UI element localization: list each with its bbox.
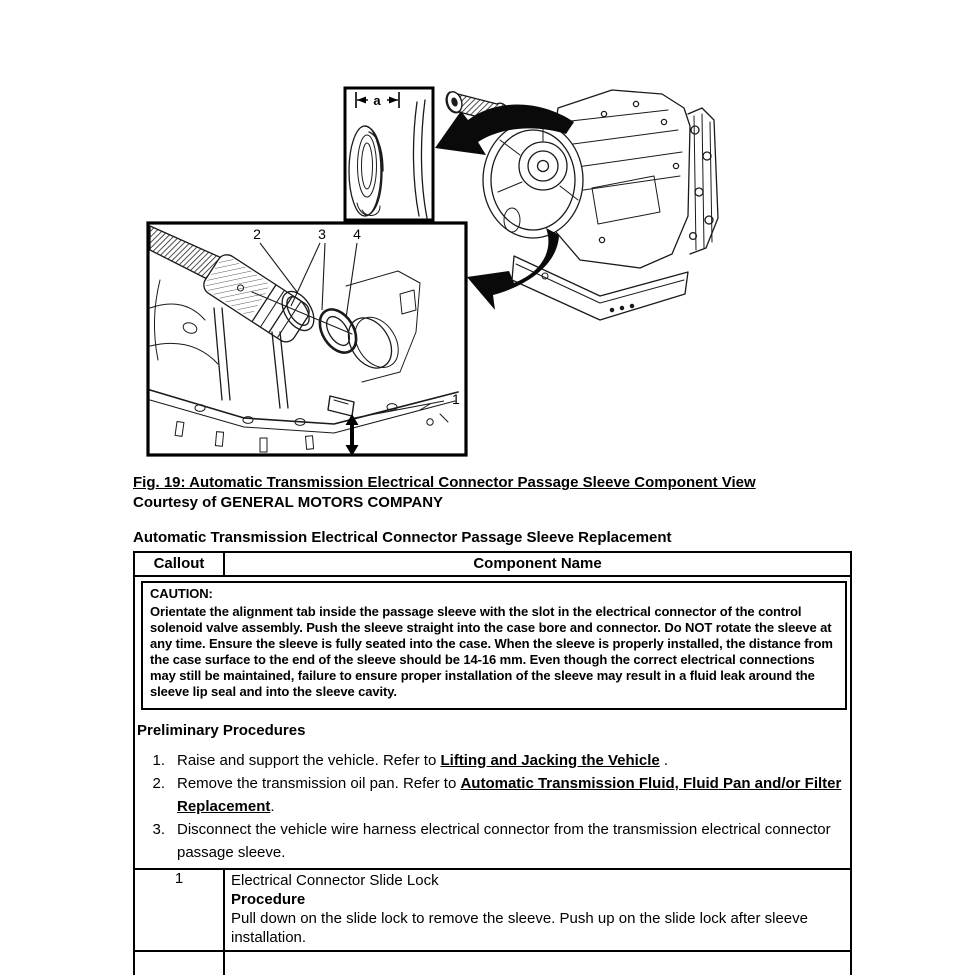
step-3 bbox=[135, 818, 850, 864]
step-3-number: 3. bbox=[152, 821, 165, 838]
row-1-procedure-text: Pull down on the slide lock to remove the sleeve. Push up on the slide lock after sleeve installation. bbox=[231, 910, 808, 946]
step-2 bbox=[135, 772, 850, 818]
callout-2-label: 2 bbox=[253, 226, 261, 242]
table-title: Automatic Transmission Electrical Connector Passage Sleeve Replacement bbox=[133, 529, 672, 546]
dimension-a-label: a bbox=[373, 93, 381, 108]
table-header-row bbox=[134, 552, 851, 576]
figure-illustration bbox=[0, 70, 975, 472]
caution-text: Orientate the alignment tab inside the passage sleeve with the slot in the electrical connector of the control solenoid valve assembly. Push the sleeve straight into the case bore and connector. Do NOT rotate the sleeve at any time. Ensure the sleeve is fully seated into the case. When the sleeve is properly installed, the distance from the case surface to the end of the sleeve should be 14-16 mm. Even though the correct electrical connections may still be maintained, failure to ensure proper installation of the sleeve may result in a fluid leak around the sleeve lip seal and into the sleeve cavity. bbox=[150, 604, 833, 699]
caution-and-procedures-row bbox=[134, 576, 851, 869]
fluid-pan-filter-replacement-link[interactable]: Automatic Transmission Fluid, Fluid Pan and/or Filter Replacement bbox=[177, 775, 842, 815]
callout-1-label: 1 bbox=[452, 391, 460, 407]
caution-box bbox=[141, 581, 847, 710]
table-row-callout-1 bbox=[134, 869, 851, 951]
row-1-procedure-label: Procedure bbox=[231, 891, 306, 908]
row-1-component-name: Electrical Connector Slide Lock bbox=[231, 872, 439, 889]
preliminary-procedures-heading: Preliminary Procedures bbox=[137, 722, 306, 739]
callout-4-label: 4 bbox=[353, 226, 361, 242]
figure-caption-courtesy: Courtesy of GENERAL MOTORS COMPANY bbox=[133, 494, 444, 511]
lifting-and-jacking-link[interactable]: Lifting and Jacking the Vehicle bbox=[440, 752, 660, 769]
step-1 bbox=[135, 749, 850, 772]
row-1-component bbox=[224, 869, 851, 951]
caution-label: CAUTION: bbox=[150, 586, 213, 601]
figure-caption bbox=[133, 473, 858, 513]
callout-column-header: Callout bbox=[134, 552, 224, 576]
replacement-table bbox=[133, 551, 852, 975]
table-row-next-partial bbox=[134, 951, 851, 975]
step-1-number: 1. bbox=[152, 752, 165, 769]
step-2-text: Remove the transmission oil pan. Refer to Automatic Transmission Fluid, Fluid Pan and/or Filter Replacement. bbox=[177, 775, 842, 815]
step-3-text: Disconnect the vehicle wire harness electrical connector from the transmission electrical connector passage sleeve. bbox=[177, 821, 831, 861]
step-1-text: Raise and support the vehicle. Refer to Lifting and Jacking the Vehicle . bbox=[177, 752, 669, 769]
step-2-number: 2. bbox=[152, 775, 165, 792]
figure-caption-title: Fig. 19: Automatic Transmission Electrical Connector Passage Sleeve Component View bbox=[133, 474, 756, 491]
component-view-illustration bbox=[148, 223, 466, 456]
row-1-callout: 1 bbox=[134, 869, 224, 951]
sleeve-inset-illustration bbox=[345, 88, 433, 220]
callout-3-label: 3 bbox=[318, 226, 326, 242]
preliminary-steps-list bbox=[135, 749, 850, 864]
component-name-column-header: Component Name bbox=[224, 552, 851, 576]
